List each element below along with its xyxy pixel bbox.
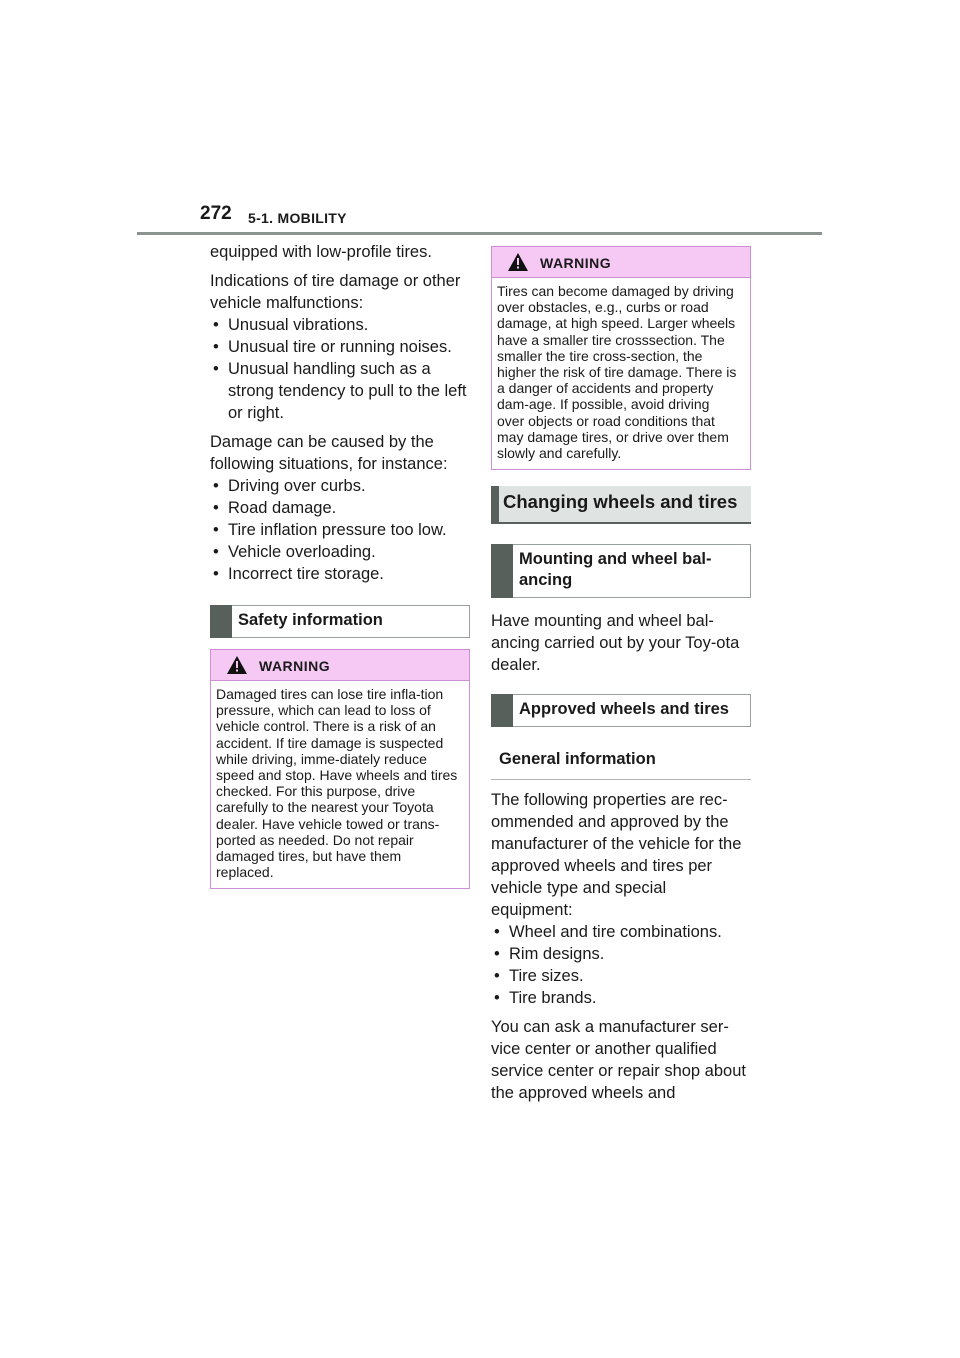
indications-list (210, 314, 470, 424)
heading-bar (491, 544, 513, 598)
warning-box-damaged-tires (210, 649, 470, 889)
right-column (491, 246, 751, 1111)
warning-triangle-icon (508, 253, 528, 271)
list-item: • Unusual handling such as a strong tendency to pull to the left or right. (210, 358, 470, 424)
heading-text: Approved wheels and tires (519, 700, 729, 719)
list-item: • Unusual tire or running noises. (210, 336, 470, 358)
list-item: • Wheel and tire combinations. (491, 921, 751, 943)
heading-bar (210, 605, 232, 638)
warning-header (492, 247, 750, 278)
properties-list (491, 921, 751, 1009)
warning-header (211, 650, 469, 681)
list-item: • Driving over curbs. (210, 475, 470, 497)
mounting-heading (491, 544, 751, 598)
damage-intro: Damage can be caused by the following situations, for instance: (210, 433, 448, 473)
safety-information-heading (210, 605, 470, 638)
mounting-text: Have mounting and wheel bal-ancing carried out by your Toy-ota dealer. (491, 612, 740, 675)
properties-intro: The following properties are rec-ommended and approved by the manufacturer of the vehicle for the approved wheels and tires per vehicle type and special equipment: (491, 791, 742, 920)
heading-text: Changing wheels and tires (503, 491, 738, 513)
page-number: 272 (200, 203, 232, 224)
warning-label: WARNING (259, 658, 331, 674)
heading-bar (491, 694, 513, 727)
list-item: • Incorrect tire storage. (210, 563, 470, 585)
warning-triangle-icon (227, 656, 247, 674)
list-item: • Tire inflation pressure too low. (210, 519, 470, 541)
list-item: • Vehicle overloading. (210, 541, 470, 563)
header-divider (137, 232, 822, 235)
heading-text: Mounting and wheel bal-ancing (519, 550, 712, 590)
indications-intro: Indications of tire damage or other vehicle malfunctions: (210, 272, 461, 312)
warning-text: Damaged tires can lose tire infla-tion pressure, which can lead to loss of vehicle control. There is a risk of an accident. If tire damage is suspected while driving, imme-diately reduce speed and stop. Have wheels and tires checked. For this purpose, drive carefully to the nearest your Toyota dealer. Have vehicle towed or trans-ported as needed. Do not repair damaged tires, but have them replaced. (216, 686, 458, 881)
list-item: • Tire brands. (491, 987, 751, 1009)
heading-text: Safety information (238, 611, 383, 629)
intro-continuation: equipped with low-profile tires. (210, 243, 432, 261)
warning-box-obstacles (491, 246, 751, 470)
changing-wheels-heading (491, 486, 751, 524)
list-item: • Tire sizes. (491, 965, 751, 987)
general-information-heading (491, 745, 751, 780)
ask-service-text: You can ask a manufacturer ser-vice center or another qualified service center or repair shop about the approved wheels and (491, 1018, 746, 1103)
section-title: 5-1. MOBILITY (248, 210, 347, 226)
approved-wheels-heading (491, 694, 751, 727)
left-column (210, 241, 470, 889)
list-item: • Rim designs. (491, 943, 751, 965)
list-item: • Unusual vibrations. (210, 314, 470, 336)
damage-causes-list (210, 475, 470, 585)
list-item: • Road damage. (210, 497, 470, 519)
warning-text: Tires can become damaged by driving over obstacles, e.g., curbs or road damage, at high speed. Larger wheels have a smaller tire crosssection. The smaller the tire cross-section, the higher the risk of tire damage. There is a danger of accidents and property dam-age. If possible, avoid driving over objects or road conditions that may damage tires, or drive over them slowly and carefully. (497, 283, 737, 462)
heading-text: General information (499, 750, 656, 769)
warning-label: WARNING (540, 255, 612, 271)
heading-bar (491, 486, 499, 524)
